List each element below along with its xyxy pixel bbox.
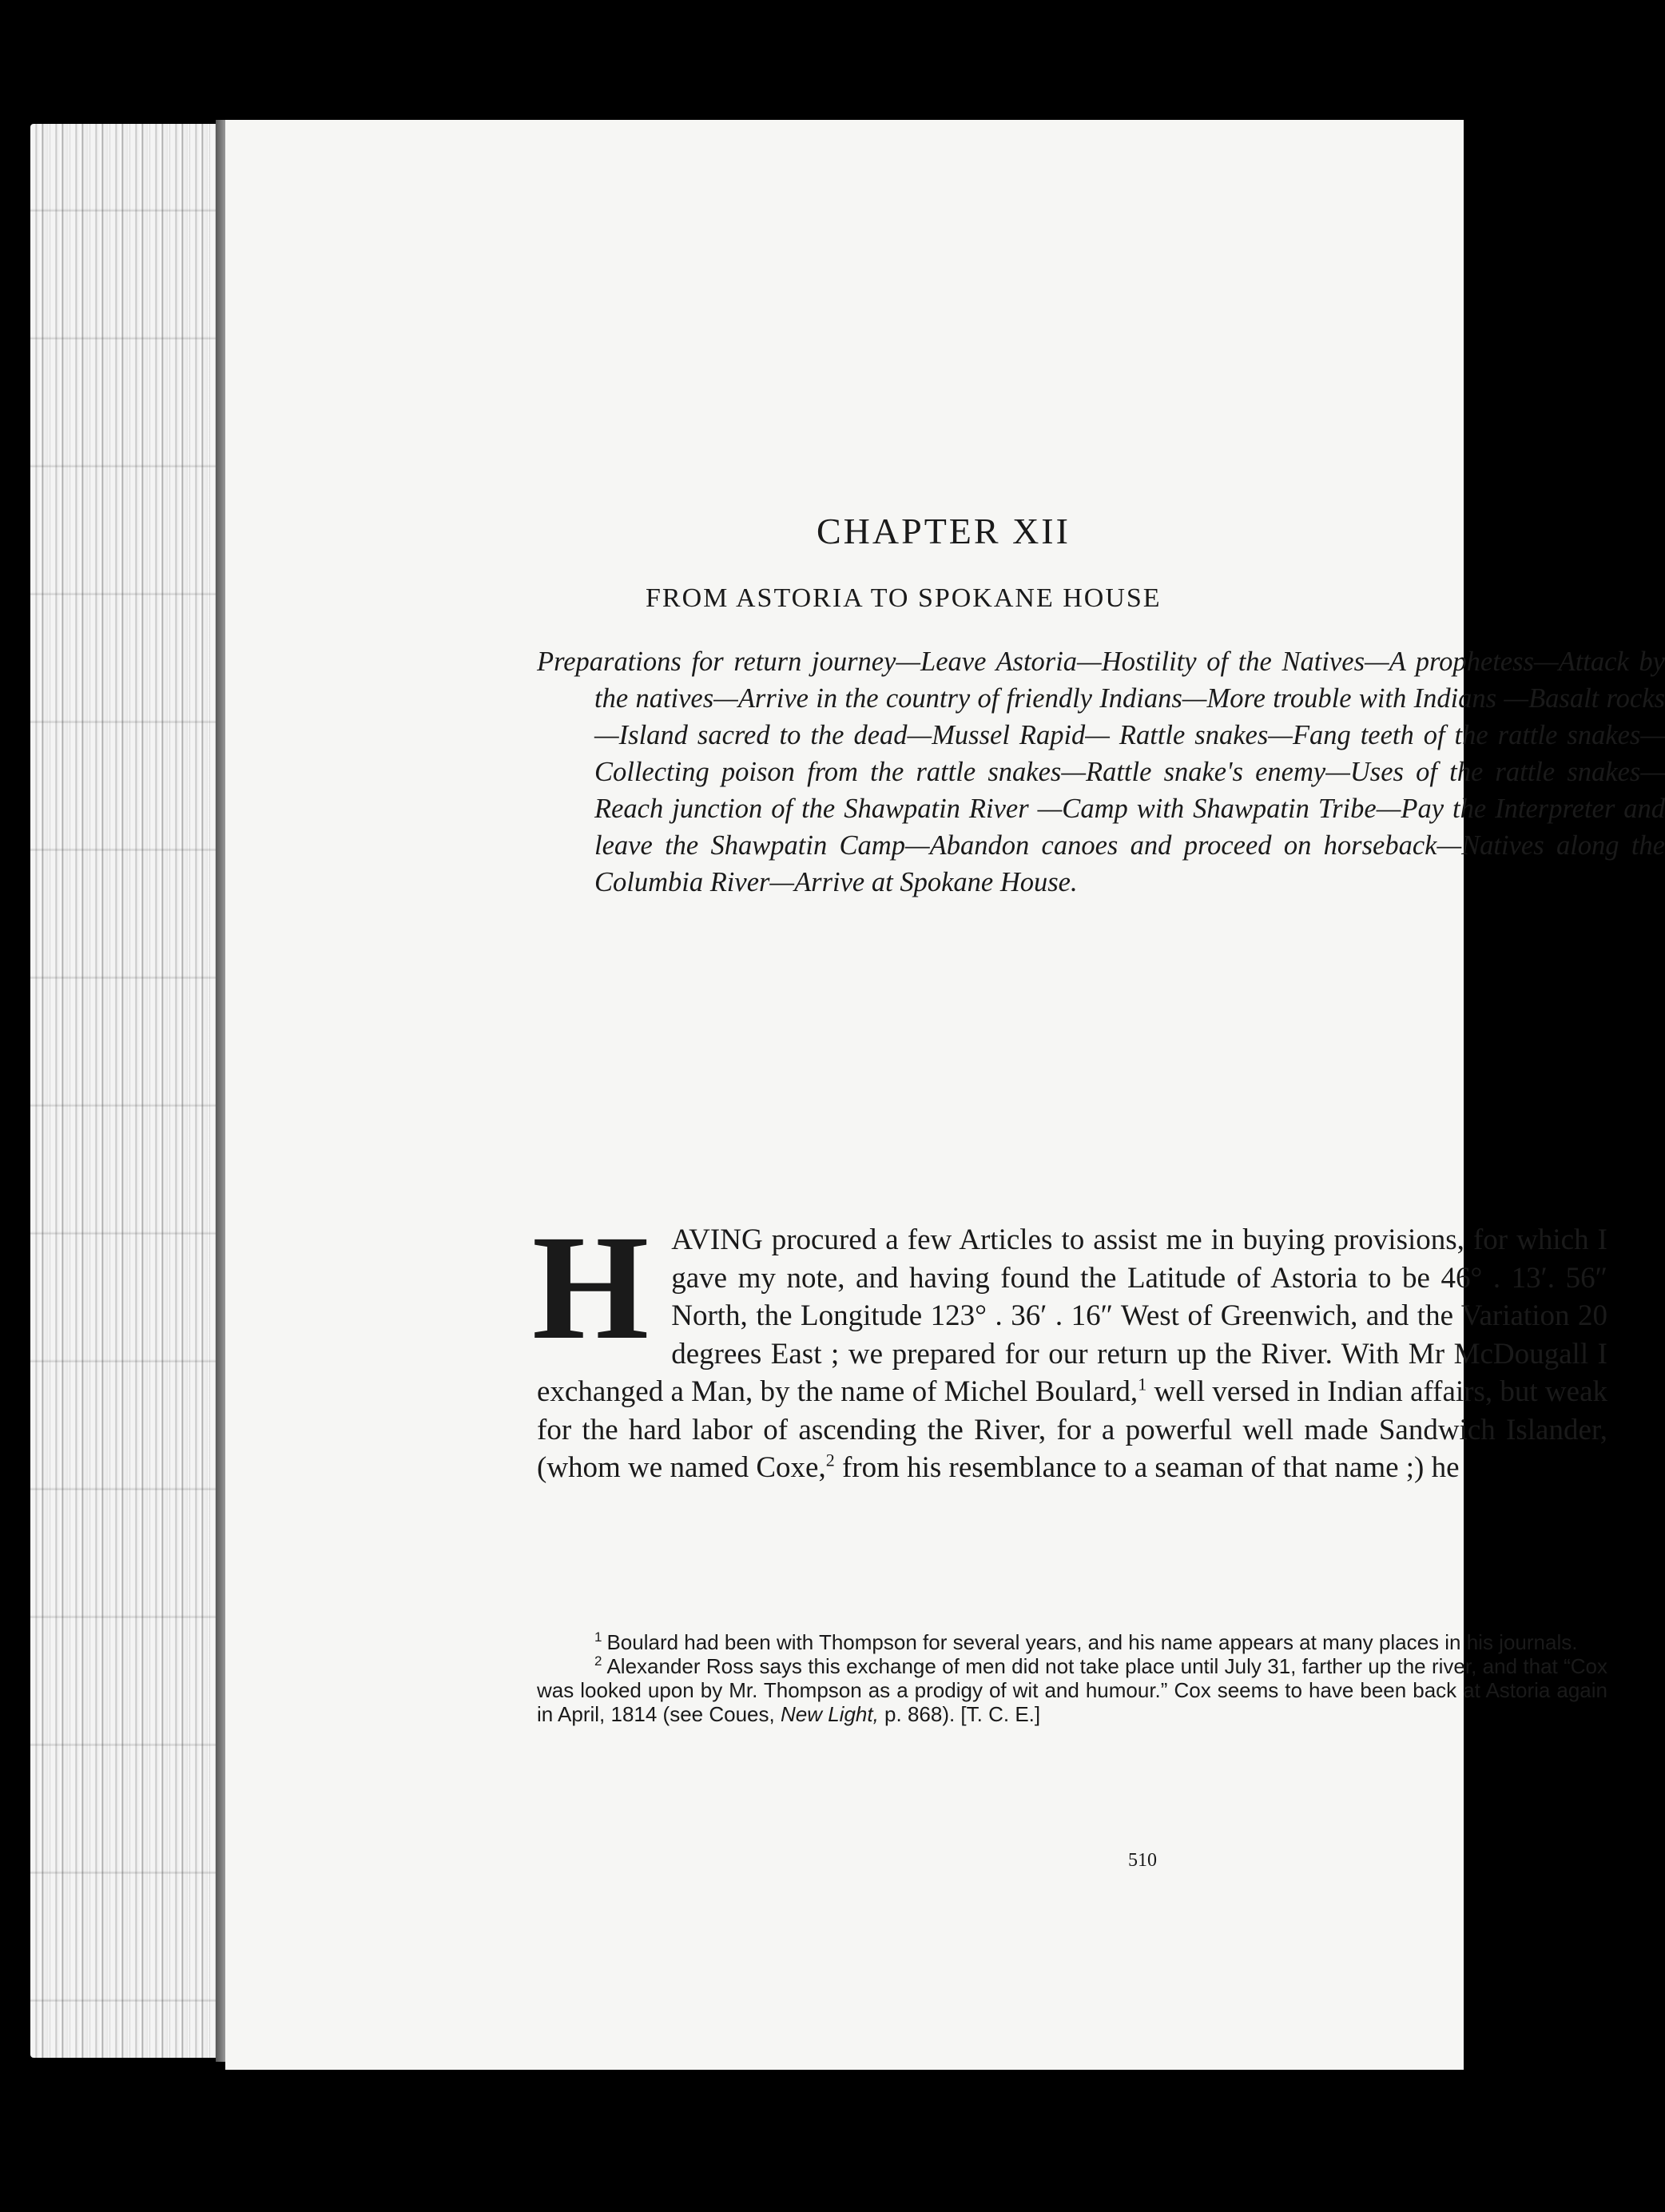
book-page — [225, 120, 1665, 2070]
body-text-part1: AVING procured a few Articles to assist me in buying provisions, for which I gave my note, and having found the Latitude of Astoria to be 46° . 13′. 56″ North, the Longitude 123° . 36′ . 16″ West of Greenwich, and the Variation 20 degrees East ; we prepared for our return up the River. With Mr McDougall I exchanged a Man, by the name of Michel Boulard, — [537, 1223, 1607, 1408]
footnote-ref-2: 2 — [825, 1450, 835, 1470]
body-text-part2: well versed in Indian affairs, but weak for the hard labor of ascending the River, for a powerful well made Sandwich Islander, (whom we named Coxe, — [537, 1375, 1608, 1484]
body-text-part3: from his resemblance to a seaman of that name ;) he — [834, 1451, 1460, 1484]
footnote-2-citation: New Light, — [780, 1702, 879, 1726]
book-page-edges — [30, 124, 230, 2058]
footnote-2-text: Alexander Ross says this exchange of men did not take place until July 31, farther up the river, and that “Cox was looked upon by Mr. Thompson as a prodigy of wit and humour.” Cox seems to have been back at Astoria again in April, 1814 (see Coues, — [537, 1654, 1607, 1726]
footnote-mark-1: 1 — [594, 1629, 602, 1645]
footnote-2 — [537, 1654, 1607, 1726]
footnote-1-text: Boulard had been with Thompson for several years, and his name appears at many places in his journals. — [606, 1630, 1578, 1654]
page-number: 510 — [1128, 1850, 1157, 1871]
footnote-ref-1: 1 — [1138, 1374, 1147, 1394]
footnotes — [537, 1630, 1607, 1726]
drop-cap: H — [532, 1203, 650, 1371]
footnote-mark-2: 2 — [594, 1653, 602, 1669]
footnote-2-text-end: p. 868). [T. C. E.] — [878, 1702, 1041, 1726]
chapter-synopsis: Preparations for return journey—Leave Astoria—Hostility of the Natives—A prophetess—Attack by the natives—Arrive in the country of friendly Indians—More trouble with Indians —Basalt rocks—Island sacred to the dead—Mussel Rapid— Rattle snakes—Fang teeth of the rattle snakes—Collecting poison from the rattle snakes—Rattle snake's enemy—Uses of the rattle snakes—Reach junction of the Shawpatin River —Camp with Shawpatin Tribe—Pay the Interpreter and leave the Shawpatin Camp—Abandon canoes and proceed on horseback—Natives along the Columbia River—Arrive at Spokane House. — [537, 646, 1665, 897]
chapter-title: CHAPTER XII — [817, 511, 1071, 551]
body-paragraph — [532, 1203, 1608, 1487]
footnote-1 — [537, 1630, 1607, 1654]
chapter-subtitle: FROM ASTORIA TO SPOKANE HOUSE — [646, 583, 1162, 613]
